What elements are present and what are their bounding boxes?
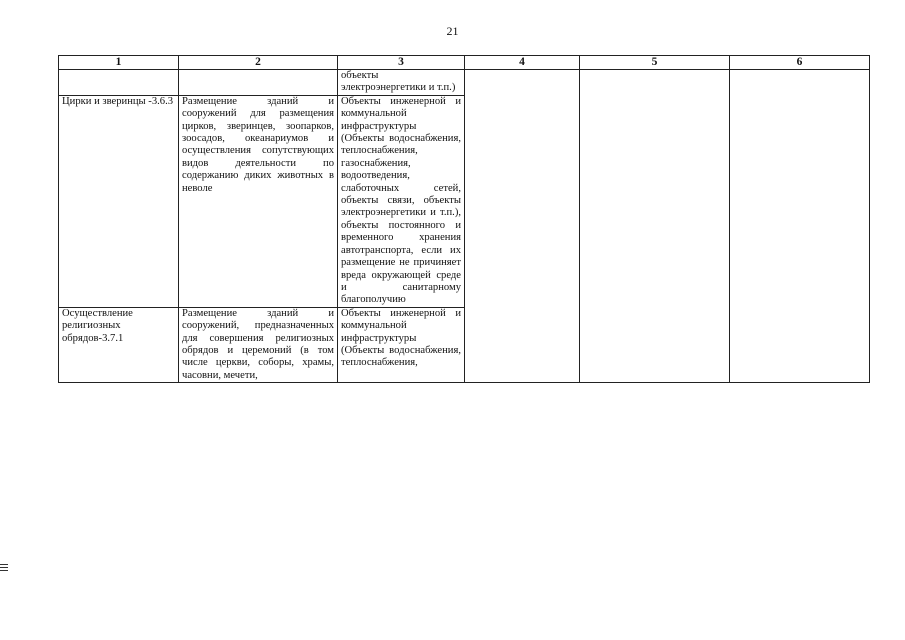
header-row	[59, 56, 870, 70]
row-3-auxiliary-uses: Объекты инженерной и коммунальной инфраструктуры (Объекты водоснабжения, теплоснабжения,	[338, 307, 465, 382]
row-2-auxiliary-uses: Объекты инженерной и коммунальной инфраструктуры (Объекты водоснабжения, теплоснабжения, газоснабжения, водоотведения, слаботочных сетей, объекты связи, объекты электроэнергетики и т.п.), объекты постоянного и временного хранения автотранспорта, если их размещение не причиняет вреда окружающей среде и санитарному благополучию	[338, 95, 465, 307]
col-4-cell	[465, 70, 580, 383]
header-col-1: 1	[59, 56, 179, 70]
col-6-cell	[730, 70, 870, 383]
row-3-description: Размещение зданий и сооружений, предназначенных для совершения религиозных обрядов и церемоний (в том числе церкви, соборы, храмы, часовни, мечети,	[179, 307, 338, 382]
row-2-use-name: Цирки и зверинцы -3.6.3	[59, 95, 179, 307]
regulations-table	[58, 55, 870, 383]
row-2-description: Размещение зданий и сооружений для размещения цирков, зверинцев, зоопарков, зоосадов, океанариумов и осуществления сопутствующих видов деятельности по содержанию диких животных в неволе	[179, 95, 338, 307]
header-col-4: 4	[465, 56, 580, 70]
page-number: 21	[446, 24, 459, 38]
header-col-5: 5	[580, 56, 730, 70]
row-1-use-name	[59, 70, 179, 96]
row-3-use-name: Осуществление религиозных обрядов-3.7.1	[59, 307, 179, 382]
row-1-description	[179, 70, 338, 96]
header-col-3: 3	[338, 56, 465, 70]
margin-mark	[0, 564, 8, 573]
table-row	[59, 70, 870, 96]
row-1-auxiliary-uses: объекты электроэнергетики и т.п.)	[338, 70, 465, 96]
col-5-cell	[580, 70, 730, 383]
header-col-6: 6	[730, 56, 870, 70]
header-col-2: 2	[179, 56, 338, 70]
